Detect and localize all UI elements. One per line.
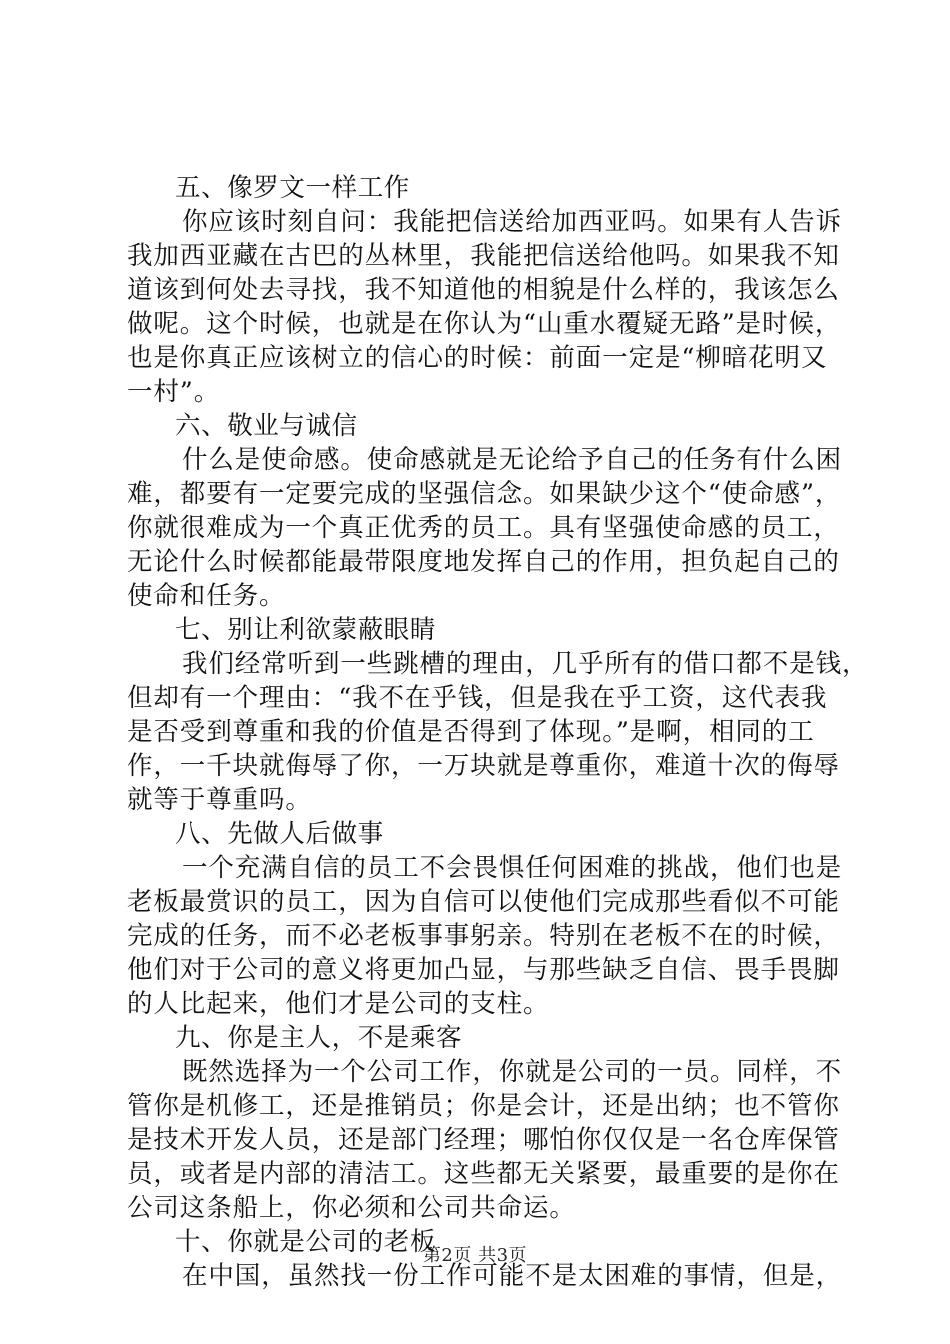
document-body (127, 171, 869, 1293)
paragraph-line: 我们经常听到一些跳槽的理由，几乎所有的借口都不是钱， (182, 649, 869, 679)
paragraph-line: 在中国，虽然找一份工作可能不是太困难的事情，但是， (182, 1261, 843, 1291)
section-heading: 七、别让利欲蒙蔽眼睛 (175, 615, 437, 645)
paragraph-line: 的人比起来，他们才是公司的支柱。 (127, 989, 550, 1019)
paragraph-line: 完成的任务，而不必老板事事躬亲。特别在老板不在的时候， (127, 921, 840, 951)
paragraph-line: 做呢。这个时候，也就是在你认为“山重水覆疑无路”是时候， (127, 309, 842, 339)
paragraph-line: 也是你真正应该树立的信心的时候：前面一定是“柳暗花明又 (127, 343, 828, 373)
paragraph-line: 你就很难成为一个真正优秀的员工。具有坚强使命感的员工， (127, 513, 840, 543)
paragraph-line: 难，都要有一定要完成的坚强信念。如果缺少这个“使命感”， (127, 479, 842, 509)
paragraph-line: 使命和任务。 (127, 581, 286, 611)
paragraph-line: 但却有一个理由：“我不在乎钱，但是我在乎工资，这代表我 (127, 683, 828, 713)
paragraph-line: 是技术开发人员，还是部门经理；哪怕你仅仅是一名仓库保管 (127, 1125, 840, 1155)
paragraph-line: 道该到何处去寻找，我不知道他的相貌是什么样的，我该怎么 (127, 275, 840, 305)
paragraph-line: 就等于尊重吗。 (127, 785, 312, 815)
paragraph-line: 我加西亚藏在古巴的丛林里，我能把信送给他吗。如果我不知 (127, 241, 840, 271)
paragraph-line: 作，一千块就侮辱了你，一万块就是尊重你，难道十次的侮辱 (127, 751, 840, 781)
paragraph-line: 公司这条船上，你必须和公司共命运。 (127, 1193, 576, 1223)
paragraph-line: 他们对于公司的意义将更加凸显，与那些缺乏自信、畏手畏脚 (127, 955, 840, 985)
paragraph-line: 你应该时刻自问：我能把信送给加西亚吗。如果有人告诉 (182, 207, 843, 237)
section-heading: 六、敬业与诚信 (175, 411, 358, 441)
paragraph-line: 什么是使命感。使命感就是无论给予自己的任务有什么困 (182, 445, 843, 475)
section-heading: 八、先做人后做事 (175, 819, 384, 849)
section-heading: 五、像罗文一样工作 (175, 173, 410, 203)
section-heading: 九、你是主人，不是乘客 (175, 1023, 463, 1053)
paragraph-line: 既然选择为一个公司工作，你就是公司的一员。同样，不 (182, 1057, 843, 1087)
paragraph-line: 是否受到尊重和我的价值是否得到了体现。”是啊，相同的工 (127, 717, 815, 747)
paragraph-line: 一村”。 (127, 377, 221, 407)
paragraph-line: 管你是机修工，还是推销员；你是会计，还是出纳；也不管你 (127, 1091, 840, 1121)
paragraph-line: 一个充满自信的员工不会畏惧任何困难的挑战，他们也是 (182, 853, 843, 883)
section-heading: 十、你就是公司的老板 (175, 1227, 437, 1257)
page-number-footer: 第2页 共3页 (422, 1245, 528, 1266)
paragraph-line: 员，或者是内部的清洁工。这些都无关紧要，最重要的是你在 (127, 1159, 840, 1189)
paragraph-line: 无论什么时候都能最带限度地发挥自己的作用，担负起自己的 (127, 547, 840, 577)
paragraph-line: 老板最赏识的员工，因为自信可以使他们完成那些看似不可能 (127, 887, 840, 917)
